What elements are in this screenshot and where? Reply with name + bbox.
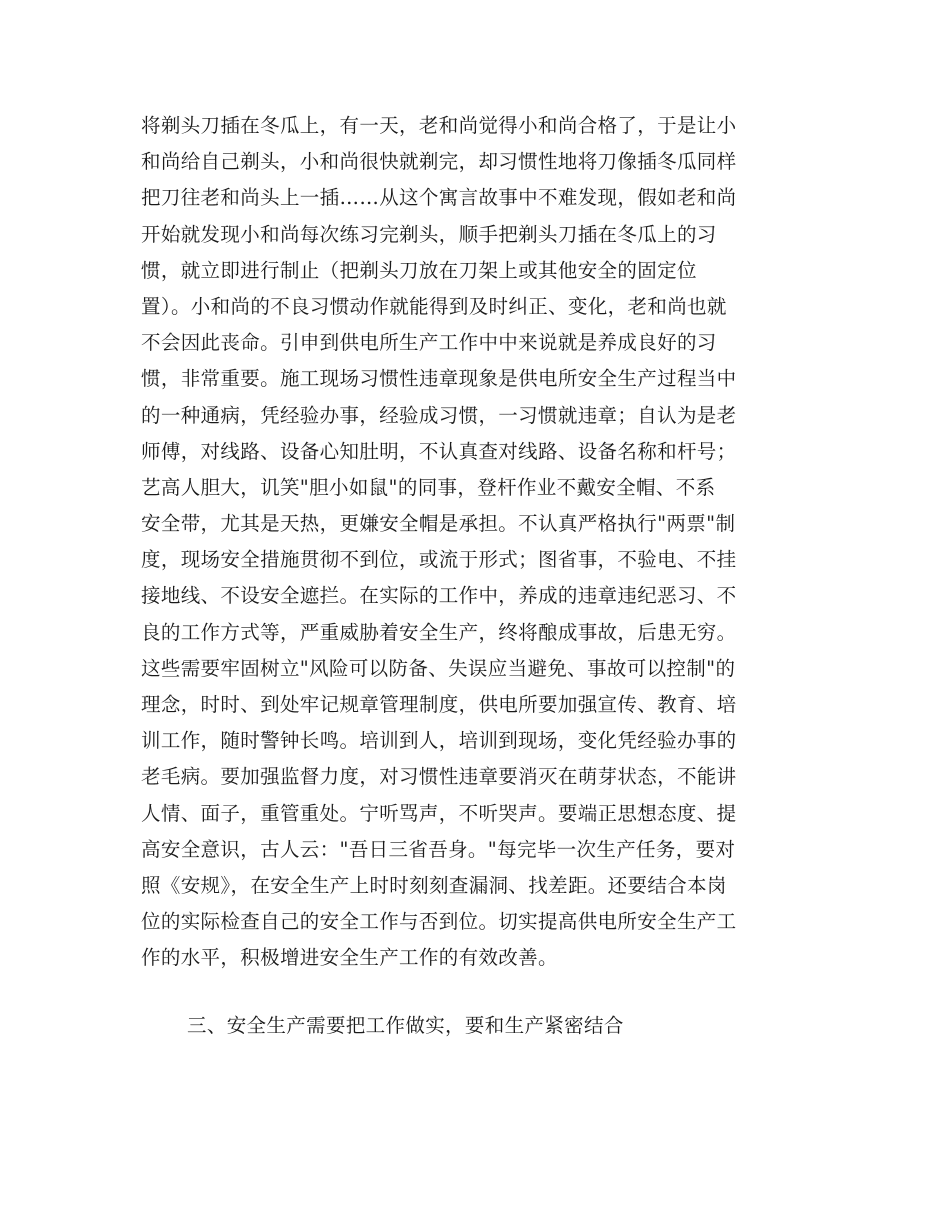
- paragraph-line: 的一种通病，凭经验办事，经验成习惯，一习惯就违章；自认为是老: [141, 403, 737, 427]
- paragraph-line: 艺高人胆大，讥笑"胆小如鼠"的同事，登杆作业不戴安全帽、不系: [141, 475, 716, 499]
- paragraph-line: 这些需要牢固树立"风险可以防备、失误应当避免、事故可以控制"的: [141, 656, 736, 680]
- paragraph-line: 老毛病。要加强监督力度，对习惯性违章要消灭在萌芽状态，不能讲: [141, 765, 737, 789]
- paragraph-line: 高安全意识，古人云："吾日三省吾身。"每完毕一次生产任务，要对: [141, 837, 736, 861]
- paragraph-line: 照《安规》，在安全生产上时时刻刻查漏洞、找差距。还要结合本岗: [141, 873, 727, 897]
- paragraph-line: 不会因此丧命。引申到供电所生产工作中中来说就是养成良好的习: [141, 331, 717, 355]
- body-paragraph: [141, 108, 801, 977]
- paragraph-line: 理念，时时、到处牢记规章管理制度，供电所要加强宣传、教育、培: [141, 693, 737, 716]
- paragraph-line: 安全带，尤其是天热，更嫌安全帽是承担。不认真严格执行"两票"制: [141, 512, 736, 536]
- paragraph-line: 训工作，随时警钟长鸣。培训到人，培训到现场，变化凭经验办事的: [141, 729, 737, 753]
- paragraph-line: 置）。小和尚的不良习惯动作就能得到及时纠正、变化，老和尚也就: [141, 294, 727, 318]
- paragraph-line: 人情、面子，重管重处。宁听骂声，不听哭声。要端正思想态度、提: [141, 801, 737, 825]
- paragraph-line: 作的水平，积极增进安全生产工作的有效改善。: [141, 946, 558, 970]
- paragraph-line: 开始就发现小和尚每次练习完剃头，顺手把剃头刀插在冬瓜上的习: [141, 222, 717, 246]
- paragraph-line: 惯，非常重要。施工现场习惯性违章现象是供电所安全生产过程当中: [141, 367, 737, 391]
- paragraph-line: 将剃头刀插在冬瓜上，有一天，老和尚觉得小和尚合格了，于是让小: [141, 114, 737, 137]
- paragraph-line: 把刀往老和尚头上一插……从这个寓言故事中不难发现，假如老和尚: [141, 186, 737, 210]
- paragraph-line: 惯，就立即进行制止（把剃头刀放在刀架上或其他安全的固定位: [141, 258, 697, 282]
- paragraph-line: 和尚给自己剃头，小和尚很快就剃完，却习惯性地将刀像插冬瓜同样: [141, 150, 737, 174]
- paragraph-line: 接地线、不设安全遮拦。在实际的工作中，养成的违章违纪恶习、不: [141, 584, 737, 608]
- paragraph-line: 度，现场安全措施贯彻不到位，或流于形式；图省事，不验电、不挂: [141, 548, 737, 572]
- section-heading: 三、安全生产需要把工作做实，要和生产紧密结合: [187, 1014, 624, 1037]
- paragraph-line: 位的实际检查自己的安全工作与否到位。切实提高供电所安全生产工: [141, 910, 737, 934]
- paragraph-line: 良的工作方式等，严重威胁着安全生产，终将酿成事故，后患无穷。: [141, 620, 737, 644]
- paragraph-line: 师傅，对线路、设备心知肚明，不认真查对线路、设备名称和杆号；: [141, 439, 737, 463]
